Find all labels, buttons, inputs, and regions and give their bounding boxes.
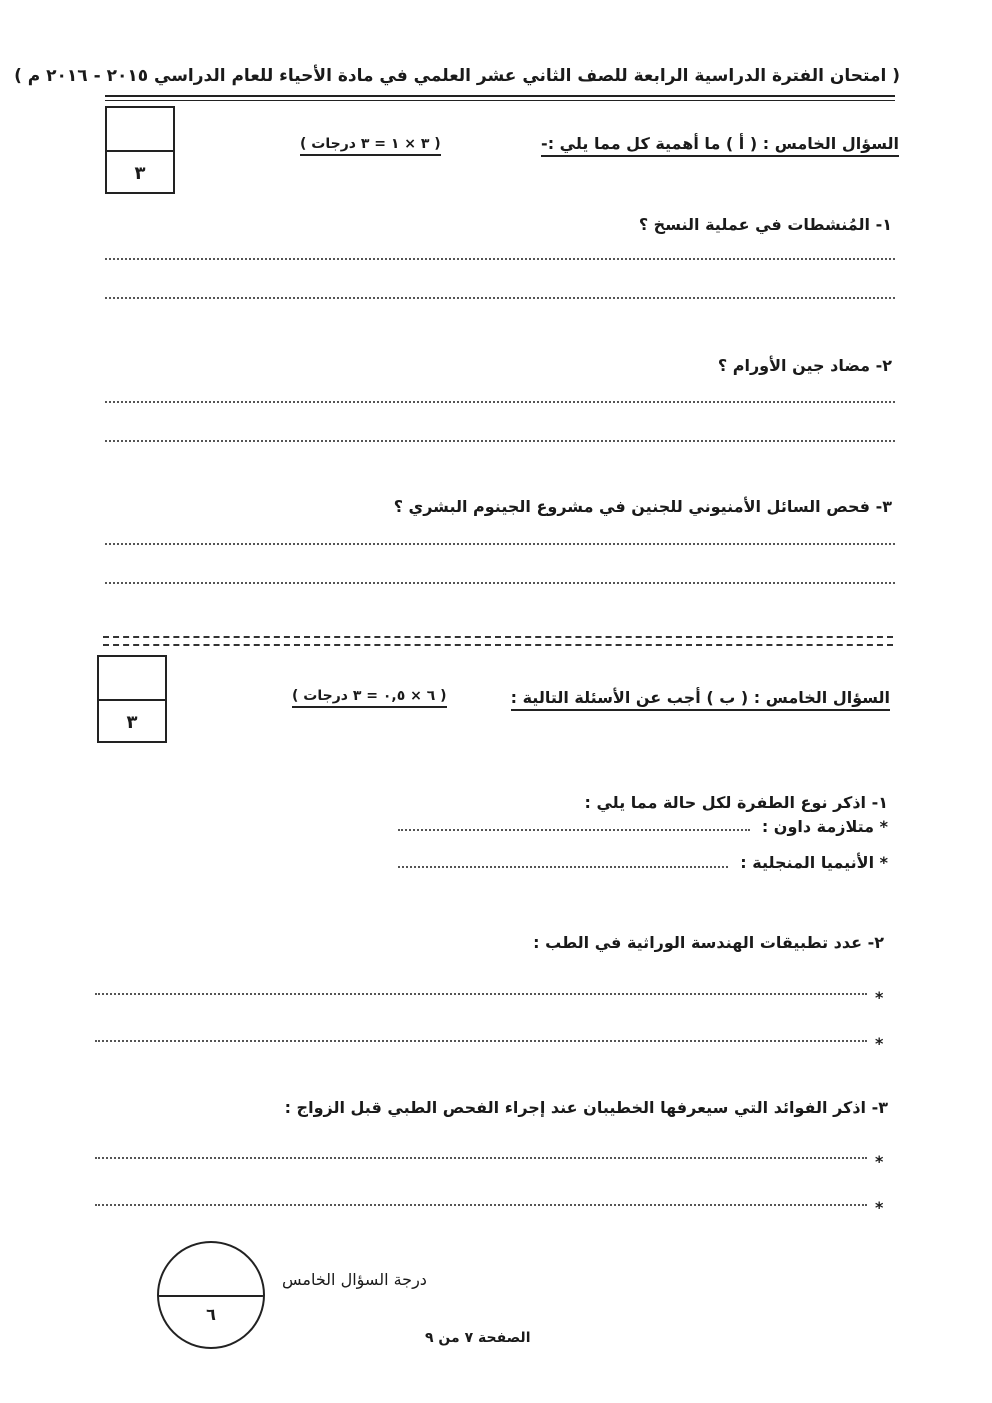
answer-line-a1-2[interactable] (105, 297, 895, 299)
section-b-marks (292, 688, 447, 704)
answer-line-a2-1[interactable] (105, 401, 895, 403)
total-grade-divider (159, 1295, 263, 1297)
bullet-b2-1: * (875, 988, 884, 1007)
question-a2: ٢- مضاد جين الأورام ؟ (717, 356, 892, 375)
question-b3: ٣- اذكر الفوائد التي سيعرفها الخطيبان عند إجراء الفحص الطبي قبل الزواج : (284, 1098, 888, 1117)
answer-line-b1-sickle[interactable] (398, 866, 728, 868)
grade-box-b-blank[interactable] (99, 657, 165, 699)
grade-box-b (97, 655, 167, 743)
section-a-heading (541, 134, 899, 153)
section-a-marks-text: ( ٣ × ١ = ٣ درجات ) (300, 136, 441, 156)
grade-box-a (105, 106, 175, 194)
question-a1: ١- المُنشطات في عملية النسخ ؟ (638, 215, 892, 234)
answer-line-a1-1[interactable] (105, 258, 895, 260)
answer-line-b3-1[interactable] (95, 1157, 867, 1159)
answer-line-a2-2[interactable] (105, 440, 895, 442)
total-grade-circle (157, 1241, 265, 1349)
question-b1-item-sickle: * الأنيميا المنجلية : (740, 853, 888, 872)
page-number: الصفحة ٧ من ٩ (425, 1330, 531, 1346)
section-b-marks-text: ( ٦ × ٠,٥ = ٣ درجات ) (292, 688, 447, 708)
section-b-heading-text: السؤال الخامس : ( ب ) أجب عن الأسئلة التالية : (511, 688, 890, 711)
header-rule (105, 95, 895, 101)
question-b2: ٢- عدد تطبيقات الهندسة الوراثية في الطب : (533, 933, 884, 952)
answer-line-a3-2[interactable] (105, 582, 895, 584)
section-b-heading (511, 688, 890, 707)
bullet-b3-1: * (875, 1152, 884, 1171)
total-grade-value: ٦ (206, 1305, 216, 1324)
bullet-b2-2: * (875, 1034, 884, 1053)
total-grade-label: درجة السؤال الخامس (282, 1270, 427, 1289)
section-a-marks (300, 136, 441, 152)
bullet-b3-2: * (875, 1198, 884, 1217)
answer-line-a3-1[interactable] (105, 543, 895, 545)
question-b1: ١- اذكر نوع الطفرة لكل حالة مما يلي : (584, 793, 888, 812)
answer-line-b2-1[interactable] (95, 993, 867, 995)
answer-line-b1-down[interactable] (398, 829, 750, 831)
answer-line-b3-2[interactable] (95, 1204, 867, 1206)
exam-title: ( امتحان الفترة الدراسية الرابعة للصف الثاني عشر العلمي في مادة الأحياء للعام الدراسي ٢٠١٥ - ٢٠١٦ م ) (14, 66, 900, 86)
grade-box-b-value: ٣ (99, 699, 165, 743)
answer-line-b2-2[interactable] (95, 1040, 867, 1042)
question-a3: ٣- فحص السائل الأمنيوني للجنين في مشروع الجينوم البشري ؟ (393, 497, 892, 516)
grade-box-a-blank[interactable] (107, 108, 173, 150)
grade-box-a-value: ٣ (107, 150, 173, 194)
section-separator (103, 636, 893, 646)
section-a-heading-text: السؤال الخامس : ( أ ) ما أهمية كل مما يلي :- (541, 134, 899, 157)
question-b1-item-down: * متلازمة داون : (761, 817, 888, 836)
